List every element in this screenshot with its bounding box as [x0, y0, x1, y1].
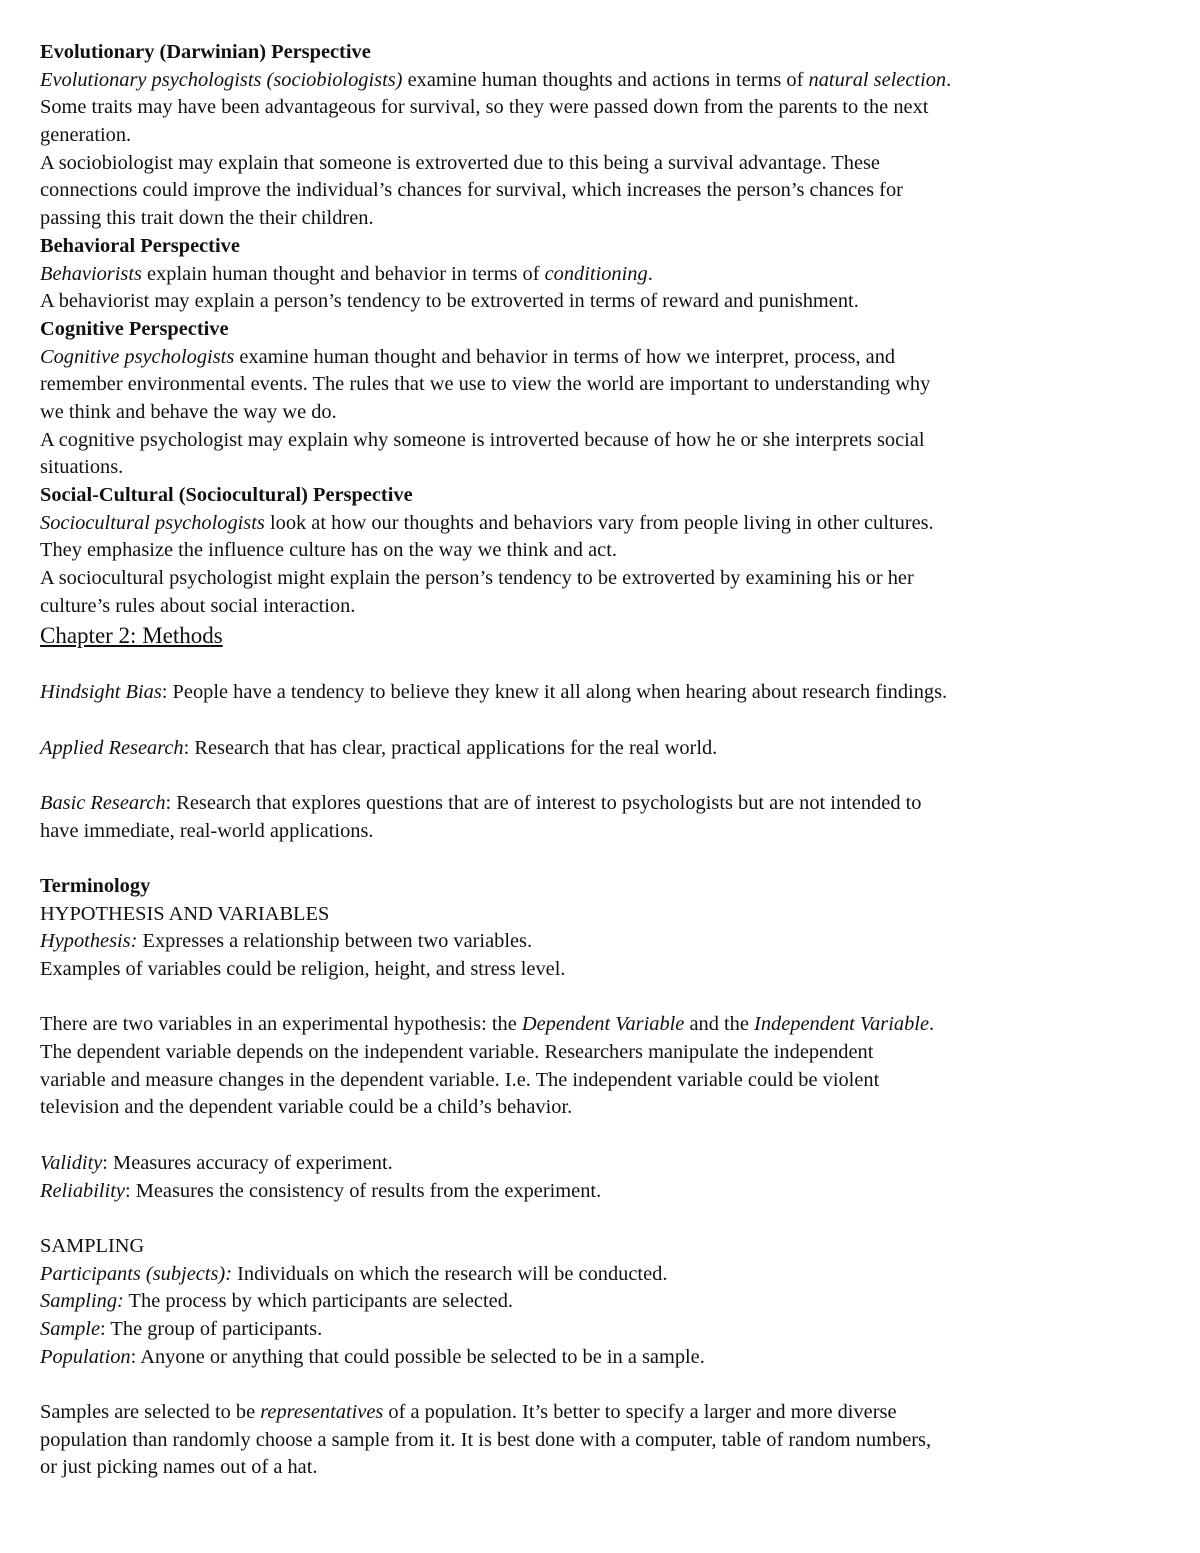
heading-behavioral: Behavioral Perspective — [40, 234, 240, 257]
italic-term: Validity — [40, 1151, 103, 1174]
italic-term: Applied Research — [40, 736, 184, 759]
definition-applied-research — [40, 735, 1155, 763]
paragraph-line: remember environmental events. The rules that we use to view the world are important to understanding why — [40, 373, 931, 396]
definition-sample — [40, 1316, 1155, 1344]
text-run: . — [647, 262, 653, 285]
definition-hindsight-bias — [40, 679, 1155, 707]
spacer — [40, 845, 1155, 873]
italic-term: conditioning — [544, 262, 648, 285]
text-run: . — [929, 1013, 935, 1036]
italic-term: Dependent Variable — [521, 1013, 685, 1036]
paragraph-line: The dependent variable depends on the independent variable. Researchers manipulate the independent — [40, 1041, 874, 1064]
paragraph-line: A sociobiologist may explain that someone is extroverted due to this being a survival advantage. These — [40, 151, 880, 174]
definition-basic-research — [40, 790, 1155, 818]
italic-term: Participants (subjects): — [40, 1262, 232, 1285]
text-run: examine human thoughts and actions in terms of — [402, 68, 809, 91]
paragraph-line: Examples of variables could be religion, height, and stress level. — [40, 958, 566, 980]
paragraph-line: television and the dependent variable could be a child’s behavior. — [40, 1096, 573, 1119]
paragraph-line: A behaviorist may explain a person’s tendency to be extroverted in terms of reward and punishment. — [40, 290, 859, 313]
spacer — [40, 651, 1155, 679]
text-run: Expresses a relationship between two variables. — [137, 930, 533, 953]
italic-term: Population — [40, 1345, 131, 1368]
text-run: The process by which participants are selected. — [123, 1290, 513, 1313]
text-run: There are two variables in an experimental hypothesis: the — [40, 1013, 522, 1036]
paragraph-line — [40, 1011, 1155, 1039]
text-run: examine human thought and behavior in terms of how we interpret, process, and — [234, 345, 896, 368]
paragraph-line: Some traits may have been advantageous for survival, so they were passed down from the parents to the next — [40, 96, 929, 119]
text-run: : People have a tendency to believe they knew it all along when hearing about research findings. — [161, 681, 948, 704]
italic-term: Evolutionary psychologists (sociobiologists) — [40, 68, 403, 91]
italic-term: Behaviorists — [40, 262, 142, 285]
italic-term: Sociocultural psychologists — [40, 511, 265, 534]
text-run: : Anyone or anything that could possible be selected to be in a sample. — [130, 1345, 705, 1368]
italic-term: Sampling: — [40, 1290, 124, 1313]
italic-term: Reliability — [40, 1179, 125, 1202]
subheading-hypothesis-variables: HYPOTHESIS AND VARIABLES — [40, 902, 330, 925]
definition-sampling — [40, 1288, 1155, 1316]
text-run: : Research that has clear, practical applications for the real world. — [183, 736, 718, 759]
definition-hypothesis — [40, 928, 1155, 956]
heading-evolutionary: Evolutionary (Darwinian) Perspective — [40, 41, 371, 63]
text-run: Individuals on which the research will be conducted. — [231, 1262, 668, 1285]
text-run: : Measures accuracy of experiment. — [102, 1151, 393, 1174]
spacer — [40, 1205, 1155, 1233]
paragraph-line: generation. — [40, 124, 132, 147]
text-run: Samples are selected to be — [40, 1401, 261, 1423]
heading-terminology: Terminology — [40, 874, 151, 897]
paragraph-line: connections could improve the individual’s chances for survival, which increases the person’s chances for — [40, 179, 903, 202]
italic-term: Hindsight Bias — [40, 681, 162, 704]
subheading-sampling: SAMPLING — [40, 1234, 145, 1257]
spacer — [40, 707, 1155, 735]
text-run: and the — [684, 1013, 755, 1036]
paragraph-line — [40, 510, 1155, 538]
definition-population — [40, 1344, 1155, 1372]
text-run: look at how our thoughts and behaviors vary from people living in other cultures. — [264, 511, 934, 534]
heading-sociocultural: Social-Cultural (Sociocultural) Perspective — [40, 484, 413, 506]
text-run: : Measures the consistency of results from the experiment. — [124, 1179, 602, 1202]
italic-term: representatives — [260, 1401, 384, 1423]
chapter-title: Chapter 2: Methods — [40, 623, 223, 649]
spacer — [40, 984, 1155, 1012]
definition-reliability — [40, 1178, 1155, 1206]
text-run: explain human thought and behavior in terms of — [141, 262, 545, 285]
paragraph-line: culture’s rules about social interaction. — [40, 594, 356, 617]
paragraph-line: have immediate, real-world applications. — [40, 819, 374, 842]
paragraph-line: A cognitive psychologist may explain why someone is introverted because of how he or she interprets social — [40, 428, 925, 451]
paragraph-line: A sociocultural psychologist might explain the person’s tendency to be extroverted by examining his or her — [40, 567, 914, 590]
paragraph-line: passing this trait down the their children. — [40, 207, 374, 230]
paragraph-line — [40, 67, 1155, 95]
definition-validity — [40, 1150, 1155, 1178]
text-run: of a population. It’s better to specify a larger and more diverse — [383, 1401, 897, 1423]
spacer — [40, 1122, 1155, 1150]
italic-term: Independent Variable — [754, 1013, 930, 1036]
italic-term: Cognitive psychologists — [40, 345, 235, 368]
heading-cognitive: Cognitive Perspective — [40, 317, 229, 340]
spacer — [40, 762, 1155, 790]
paragraph-line — [40, 344, 1155, 372]
italic-term: Sample — [40, 1317, 101, 1340]
italic-term: natural selection — [808, 68, 947, 91]
italic-term: Hypothesis: — [40, 930, 138, 953]
spacer — [40, 1371, 1155, 1399]
paragraph-line: They emphasize the influence culture has on the way we think and act. — [40, 539, 617, 562]
paragraph-line: or just picking names out of a hat. — [40, 1456, 318, 1479]
paragraph-line: population than randomly choose a sample from it. It is best done with a computer, table of random numbers, — [40, 1428, 932, 1451]
text-run: : The group of participants. — [100, 1317, 323, 1340]
italic-term: Basic Research — [40, 791, 166, 814]
text-run: . — [946, 68, 952, 91]
paragraph-line — [40, 1399, 1155, 1427]
definition-participants — [40, 1261, 1155, 1289]
paragraph-line: situations. — [40, 456, 124, 479]
text-run: : Research that explores questions that are of interest to psychologists but are not intended to — [165, 791, 922, 814]
paragraph-line: we think and behave the way we do. — [40, 400, 337, 423]
paragraph-line: variable and measure changes in the dependent variable. I.e. The independent variable could be violent — [40, 1068, 880, 1091]
paragraph-line — [40, 261, 1155, 289]
document-page — [40, 39, 1155, 1482]
